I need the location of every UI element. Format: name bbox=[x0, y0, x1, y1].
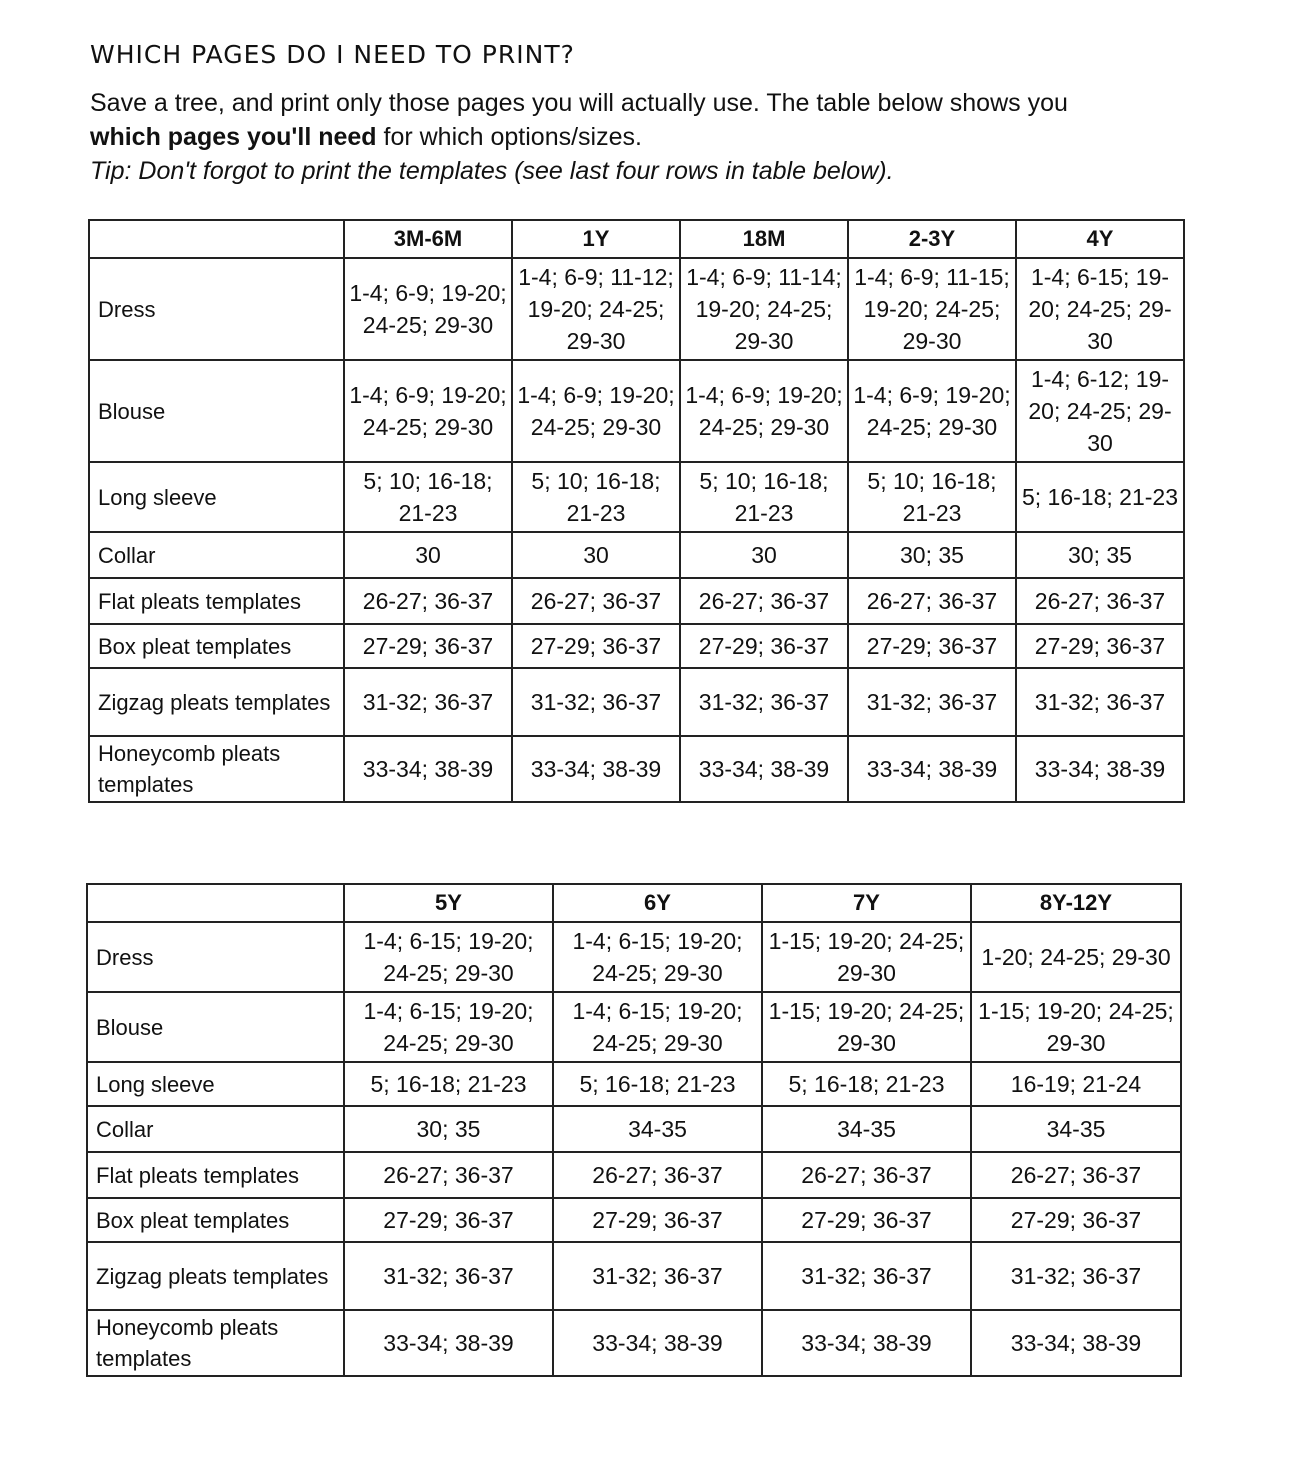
table-cell: 27-29; 36-37 bbox=[680, 624, 848, 668]
table-cell: 1-4; 6-15; 19-20; 24-25; 29-30 bbox=[344, 992, 553, 1062]
table-row bbox=[87, 1242, 1181, 1310]
table-cell: 5; 10; 16-18; 21-23 bbox=[512, 462, 680, 532]
table-cell: 26-27; 36-37 bbox=[1016, 578, 1184, 624]
table-cell: 30 bbox=[680, 532, 848, 578]
table-cell: 33-34; 38-39 bbox=[680, 736, 848, 802]
table-row bbox=[89, 736, 1184, 802]
row-label: Flat pleats templates bbox=[87, 1152, 344, 1198]
table-cell: 5; 10; 16-18; 21-23 bbox=[344, 462, 512, 532]
table-cell: 26-27; 36-37 bbox=[680, 578, 848, 624]
table-cell: 27-29; 36-37 bbox=[344, 1198, 553, 1242]
table-cell: 5; 16-18; 21-23 bbox=[553, 1062, 762, 1106]
table-cell: 26-27; 36-37 bbox=[971, 1152, 1181, 1198]
table-cell: 33-34; 38-39 bbox=[971, 1310, 1181, 1376]
table-row bbox=[87, 992, 1181, 1062]
table-row bbox=[89, 532, 1184, 578]
table-cell: 1-15; 19-20; 24-25; 29-30 bbox=[762, 922, 971, 992]
table-row bbox=[89, 624, 1184, 668]
table-cell: 5; 10; 16-18; 21-23 bbox=[680, 462, 848, 532]
table-cell: 27-29; 36-37 bbox=[762, 1198, 971, 1242]
row-label: Box pleat templates bbox=[87, 1198, 344, 1242]
table-cell: 26-27; 36-37 bbox=[512, 578, 680, 624]
row-label: Collar bbox=[89, 532, 344, 578]
table-cell: 33-34; 38-39 bbox=[848, 736, 1016, 802]
table-cell: 33-34; 38-39 bbox=[1016, 736, 1184, 802]
intro-line-2 bbox=[90, 120, 1170, 154]
table-cell: 1-4; 6-15; 19-20; 24-25; 29-30 bbox=[1016, 258, 1184, 360]
table-row bbox=[89, 578, 1184, 624]
row-label: Long sleeve bbox=[87, 1062, 344, 1106]
row-label: Collar bbox=[87, 1106, 344, 1152]
row-label: Honeycomb pleats templates bbox=[89, 736, 344, 802]
table-cell: 16-19; 21-24 bbox=[971, 1062, 1181, 1106]
table-cell: 30; 35 bbox=[344, 1106, 553, 1152]
table-row bbox=[89, 360, 1184, 462]
table-cell: 31-32; 36-37 bbox=[762, 1242, 971, 1310]
header-size: 4Y bbox=[1016, 220, 1184, 258]
table-cell: 1-4; 6-9; 19-20; 24-25; 29-30 bbox=[848, 360, 1016, 462]
table-row bbox=[87, 1106, 1181, 1152]
pages-table-large-sizes bbox=[86, 883, 1182, 1377]
table-cell: 27-29; 36-37 bbox=[971, 1198, 1181, 1242]
table-row bbox=[87, 922, 1181, 992]
row-label: Blouse bbox=[87, 992, 344, 1062]
table-cell: 33-34; 38-39 bbox=[344, 1310, 553, 1376]
table-cell: 1-20; 24-25; 29-30 bbox=[971, 922, 1181, 992]
table-cell: 33-34; 38-39 bbox=[553, 1310, 762, 1376]
table-header-row bbox=[89, 220, 1184, 258]
table-cell: 30 bbox=[512, 532, 680, 578]
header-size: 6Y bbox=[553, 884, 762, 922]
table-cell: 1-4; 6-9; 19-20; 24-25; 29-30 bbox=[344, 360, 512, 462]
row-label: Honeycomb pleats templates bbox=[87, 1310, 344, 1376]
table-row bbox=[87, 1152, 1181, 1198]
table-cell: 30; 35 bbox=[848, 532, 1016, 578]
row-label: Zigzag pleats templates bbox=[87, 1242, 344, 1310]
table-row bbox=[87, 1062, 1181, 1106]
table-cell: 1-4; 6-9; 19-20; 24-25; 29-30 bbox=[512, 360, 680, 462]
header-size: 7Y bbox=[762, 884, 971, 922]
row-label: Flat pleats templates bbox=[89, 578, 344, 624]
header-size: 3M-6M bbox=[344, 220, 512, 258]
table-cell: 1-4; 6-15; 19-20; 24-25; 29-30 bbox=[344, 922, 553, 992]
table-cell: 31-32; 36-37 bbox=[971, 1242, 1181, 1310]
table-cell: 33-34; 38-39 bbox=[344, 736, 512, 802]
table-cell: 27-29; 36-37 bbox=[512, 624, 680, 668]
header-size: 18M bbox=[680, 220, 848, 258]
table-cell: 1-4; 6-12; 19-20; 24-25; 29-30 bbox=[1016, 360, 1184, 462]
table-cell: 26-27; 36-37 bbox=[344, 1152, 553, 1198]
table-cell: 5; 16-18; 21-23 bbox=[1016, 462, 1184, 532]
table-cell: 27-29; 36-37 bbox=[344, 624, 512, 668]
table-cell: 1-4; 6-15; 19-20; 24-25; 29-30 bbox=[553, 992, 762, 1062]
table-cell: 27-29; 36-37 bbox=[553, 1198, 762, 1242]
row-label: Blouse bbox=[89, 360, 344, 462]
table-cell: 27-29; 36-37 bbox=[1016, 624, 1184, 668]
table-cell: 31-32; 36-37 bbox=[848, 668, 1016, 736]
table-row bbox=[87, 1198, 1181, 1242]
row-label: Long sleeve bbox=[89, 462, 344, 532]
row-label: Dress bbox=[89, 258, 344, 360]
row-label: Dress bbox=[87, 922, 344, 992]
table-cell: 31-32; 36-37 bbox=[344, 668, 512, 736]
header-size: 8Y-12Y bbox=[971, 884, 1181, 922]
table-cell: 26-27; 36-37 bbox=[553, 1152, 762, 1198]
table-row bbox=[89, 668, 1184, 736]
table-cell: 1-4; 6-9; 11-14; 19-20; 24-25; 29-30 bbox=[680, 258, 848, 360]
header-size: 1Y bbox=[512, 220, 680, 258]
table-cell: 26-27; 36-37 bbox=[344, 578, 512, 624]
table-row bbox=[89, 462, 1184, 532]
intro-line-1: Save a tree, and print only those pages you will actually use. The table below shows you bbox=[90, 89, 1068, 117]
table-cell: 5; 16-18; 21-23 bbox=[344, 1062, 553, 1106]
table-cell: 1-4; 6-9; 19-20; 24-25; 29-30 bbox=[680, 360, 848, 462]
header-empty bbox=[87, 884, 344, 922]
table-cell: 31-32; 36-37 bbox=[344, 1242, 553, 1310]
table-cell: 1-4; 6-15; 19-20; 24-25; 29-30 bbox=[553, 922, 762, 992]
table-cell: 30 bbox=[344, 532, 512, 578]
pages-table-small-sizes bbox=[88, 219, 1185, 803]
row-label: Zigzag pleats templates bbox=[89, 668, 344, 736]
table-cell: 31-32; 36-37 bbox=[512, 668, 680, 736]
table-cell: 30; 35 bbox=[1016, 532, 1184, 578]
table-cell: 1-4; 6-9; 11-15; 19-20; 24-25; 29-30 bbox=[848, 258, 1016, 360]
table-cell: 33-34; 38-39 bbox=[762, 1310, 971, 1376]
table-cell: 1-4; 6-9; 19-20; 24-25; 29-30 bbox=[344, 258, 512, 360]
intro-bold-phrase: which pages you'll need bbox=[90, 123, 377, 151]
table-cell: 31-32; 36-37 bbox=[1016, 668, 1184, 736]
table-cell: 1-15; 19-20; 24-25; 29-30 bbox=[762, 992, 971, 1062]
table-cell: 26-27; 36-37 bbox=[848, 578, 1016, 624]
table-cell: 34-35 bbox=[762, 1106, 971, 1152]
intro-line-2-rest: for which options/sizes. bbox=[376, 123, 642, 151]
table-row bbox=[89, 258, 1184, 360]
table-cell: 1-15; 19-20; 24-25; 29-30 bbox=[971, 992, 1181, 1062]
page-title: WHICH PAGES DO I NEED TO PRINT? bbox=[90, 40, 575, 69]
table-cell: 31-32; 36-37 bbox=[553, 1242, 762, 1310]
header-size: 5Y bbox=[344, 884, 553, 922]
table-header-row bbox=[87, 884, 1181, 922]
table-cell: 5; 16-18; 21-23 bbox=[762, 1062, 971, 1106]
table-cell: 31-32; 36-37 bbox=[680, 668, 848, 736]
table-cell: 5; 10; 16-18; 21-23 bbox=[848, 462, 1016, 532]
table-cell: 27-29; 36-37 bbox=[848, 624, 1016, 668]
table-cell: 34-35 bbox=[553, 1106, 762, 1152]
table-row bbox=[87, 1310, 1181, 1376]
intro-tip: Tip: Don't forgot to print the templates (see last four rows in table below). bbox=[90, 157, 894, 185]
table-cell: 1-4; 6-9; 11-12; 19-20; 24-25; 29-30 bbox=[512, 258, 680, 360]
table-cell: 33-34; 38-39 bbox=[512, 736, 680, 802]
table-cell: 26-27; 36-37 bbox=[762, 1152, 971, 1198]
header-empty bbox=[89, 220, 344, 258]
row-label: Box pleat templates bbox=[89, 624, 344, 668]
header-size: 2-3Y bbox=[848, 220, 1016, 258]
table-cell: 34-35 bbox=[971, 1106, 1181, 1152]
intro-text bbox=[90, 86, 1170, 188]
